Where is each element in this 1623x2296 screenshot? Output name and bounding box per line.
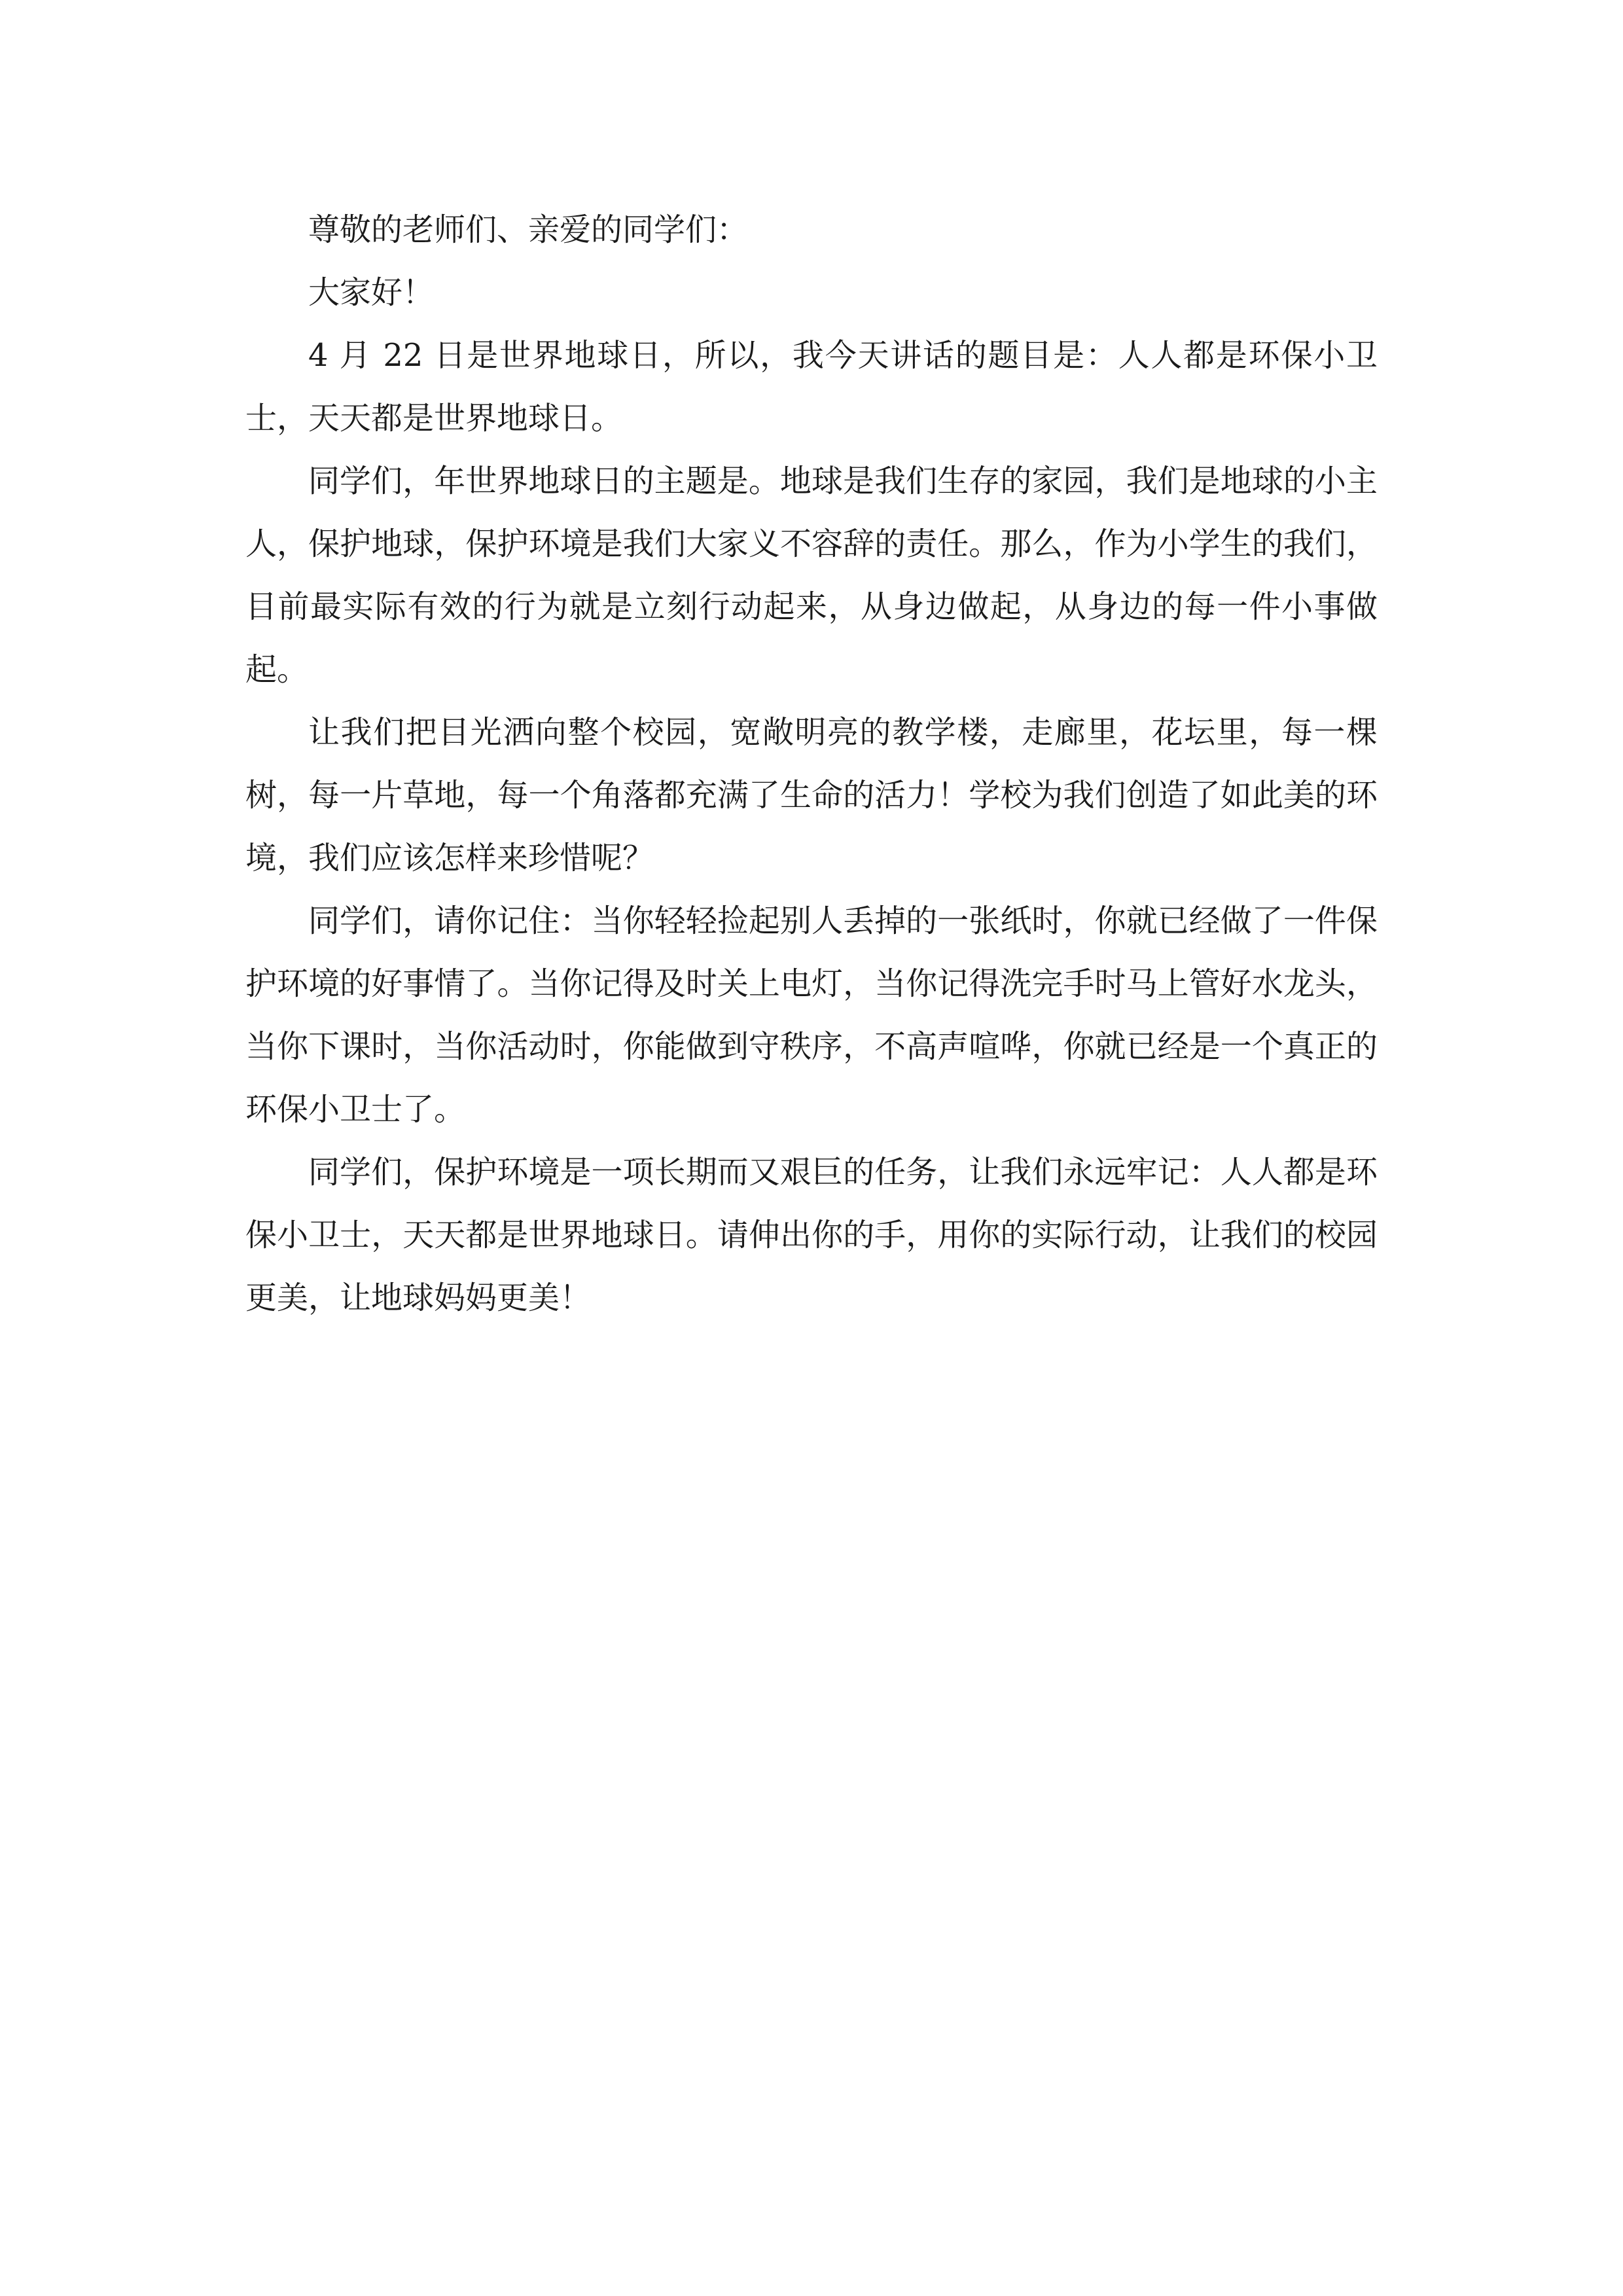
paragraph-closing: 同学们，保护环境是一项长期而又艰巨的任务，让我们永远牢记：人人都是环保小卫士，天天都是世界地球日。请伸出你的手，用你的实际行动，让我们的校园更美，让地球妈妈更美！: [245, 1154, 1378, 1316]
paragraph-actions: 同学们，请你记住：当你轻轻捡起别人丢掉的一张纸时，你就已经做了一件保护环境的好事情了。当你记得及时关上电灯，当你记得洗完手时马上管好水龙头，当你下课时，当你活动时，你能做到守秩序，不高声喧哗，你就已经是一个真正的环保小卫士了。: [245, 903, 1378, 1128]
greeting: 大家好！: [308, 274, 435, 311]
document-body: [245, 198, 1378, 1329]
paragraph-campus: 让我们把目光洒向整个校园，宽敞明亮的教学楼，走廊里，花坛里，每一棵树，每一片草地，每一个角落都充满了生命的活力！学校为我们创造了如此美的环境，我们应该怎样来珍惜呢？: [245, 714, 1378, 876]
paragraph-topic: 4 月 22 日是世界地球日，所以，我今天讲话的题目是：人人都是环保小卫士，天天都是世界地球日。: [245, 337, 1378, 437]
paragraph-responsibility: 同学们，年世界地球日的主题是。地球是我们生存的家园，我们是地球的小主人，保护地球，保护环境是我们大家义不容辞的责任。那么，作为小学生的我们，目前最实际有效的行为就是立刻行动起来，从身边做起，从身边的每一件小事做起。: [245, 463, 1378, 688]
salutation: 尊敬的老师们、亲爱的同学们：: [308, 211, 749, 248]
